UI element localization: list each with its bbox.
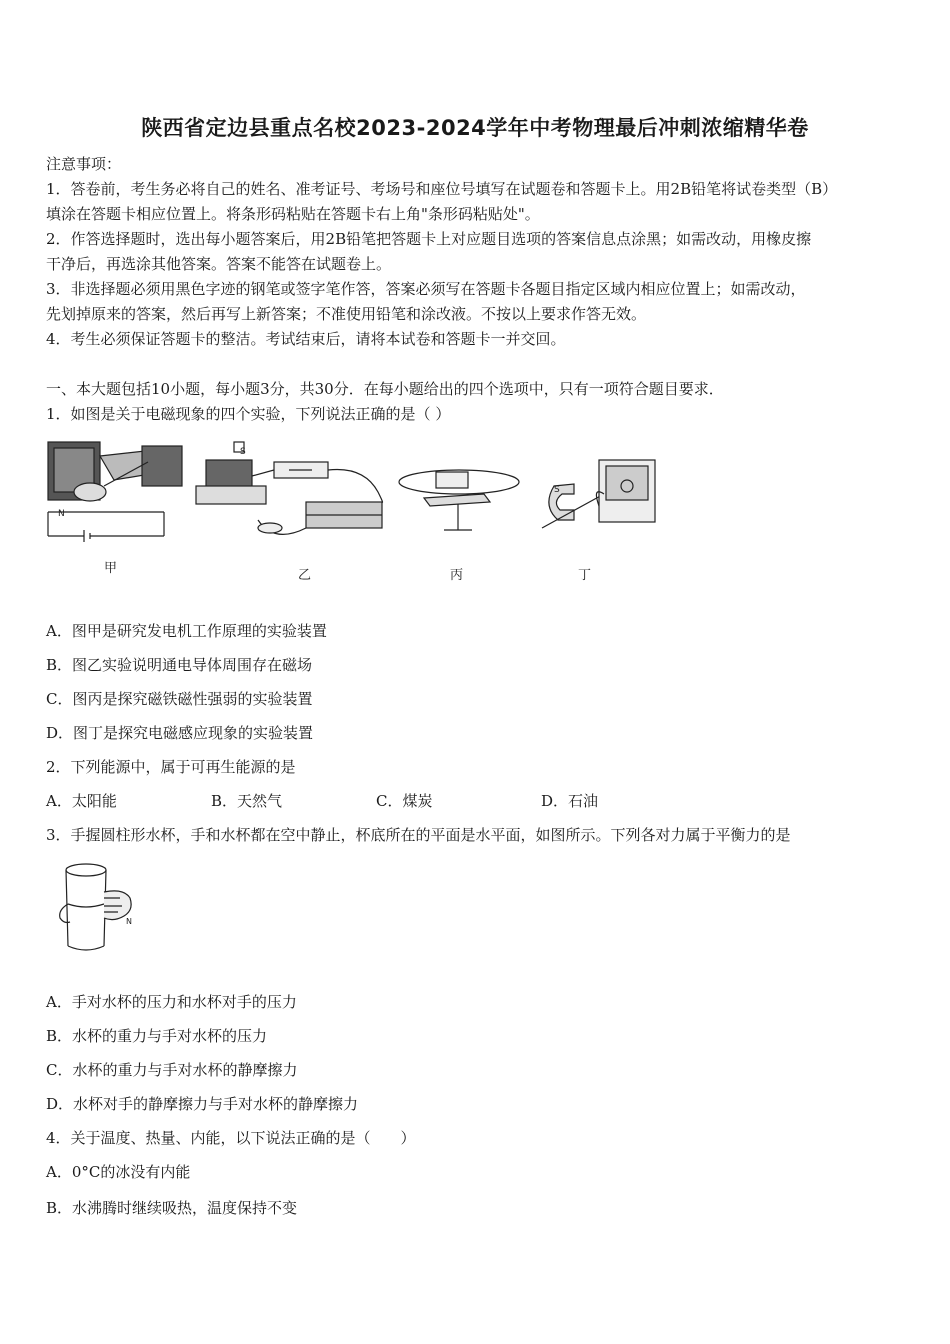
q3-option-a: A．手对水杯的压力和水杯对手的压力 xyxy=(46,993,297,1011)
q1-option-d: D．图丁是探究电磁感应现象的实验装置 xyxy=(46,724,314,742)
q3-option-d: D．水杯对手的静摩擦力与手对水杯的静摩擦力 xyxy=(46,1095,359,1113)
q3-figure-mark: N xyxy=(126,917,132,926)
q1-experiments-figure xyxy=(44,436,684,586)
figure-label-yi: 乙 xyxy=(298,568,312,583)
q1-option-b: B．图乙实验说明通电导体周围存在磁场 xyxy=(46,656,313,674)
section-heading: 一、本大题包括10小题，每小题3分，共30分．在每小题给出的四个选项中，只有一项符合题目要求． xyxy=(46,380,724,398)
notice-heading: 注意事项： xyxy=(46,155,122,173)
figure-yi xyxy=(196,442,383,534)
notice-line: 干净后，再选涂其他答案。答案不能答在试题卷上。 xyxy=(46,255,392,273)
q4-option-b: B．水沸腾时继续吸热，温度保持不变 xyxy=(46,1199,298,1217)
notice-line: 1．答卷前，考生务必将自己的姓名、准考证号、考场号和座位号填写在试题卷和答题卡上。用2B铅笔将试卷类型（B） xyxy=(46,180,838,198)
q2-option-c: C．煤炭 xyxy=(376,792,433,810)
q1-option-a: A．图甲是研究发电机工作原理的实验装置 xyxy=(46,622,327,640)
figure-label-jia: 甲 xyxy=(104,561,118,576)
q3-option-b: B．水杯的重力与手对水杯的压力 xyxy=(46,1027,268,1045)
q3-cup-figure xyxy=(54,858,144,958)
page-title: 陕西省定边县重点名校2023-2024学年中考物理最后冲刺浓缩精华卷 xyxy=(141,116,809,140)
question-2-stem: 2．下列能源中，属于可再生能源的是 xyxy=(46,758,296,776)
notice-line: 填涂在答题卡相应位置上。将条形码粘贴在答题卡右上角"条形码粘贴处"。 xyxy=(46,205,540,223)
figure-jia-mark: N xyxy=(58,509,65,519)
q2-option-d: D．石油 xyxy=(541,792,599,810)
figure-yi-mark: S xyxy=(240,447,246,457)
notice-line: 先划掉原来的答案，然后再写上新答案；不准使用铅笔和涂改液。不按以上要求作答无效。 xyxy=(46,305,647,323)
q2-option-b: B．天然气 xyxy=(211,792,283,810)
notice-line: 4．考生必须保证答题卡的整洁。考试结束后，请将本试卷和答题卡一并交回。 xyxy=(46,330,566,348)
figure-ding-mark: S xyxy=(554,485,560,495)
q2-options xyxy=(46,790,598,811)
figure-label-bing: 丙 xyxy=(450,568,464,583)
question-1-stem: 1．如图是关于电磁现象的四个实验，下列说法正确的是（ ） xyxy=(46,405,451,423)
q4-option-a: A．0°C的冰没有内能 xyxy=(46,1163,191,1181)
question-3-stem: 3．手握圆柱形水杯，手和水杯都在空中静止，杯底所在的平面是水平面，如图所示。下列各对力属于平衡力的是 xyxy=(46,826,791,844)
notice-line: 2．作答选择题时，选出每小题答案后，用2B铅笔把答题卡上对应题目选项的答案信息点涂黑；如需改动，用橡皮擦 xyxy=(46,230,812,248)
figure-label-ding: 丁 xyxy=(578,568,592,583)
q2-option-a: A．太阳能 xyxy=(46,792,117,810)
q1-option-c: C．图丙是探究磁铁磁性强弱的实验装置 xyxy=(46,690,313,708)
figure-jia xyxy=(48,442,182,542)
q3-option-c: C．水杯的重力与手对水杯的静摩擦力 xyxy=(46,1061,298,1079)
figure-bing xyxy=(399,470,519,530)
question-4-stem: 4．关于温度、热量、内能，以下说法正确的是（ ） xyxy=(46,1129,416,1147)
notice-line: 3．非选择题必须用黑色字迹的钢笔或签字笔作答，答案必须写在答题卡各题目指定区域内相应位置上；如需改动， xyxy=(46,280,806,298)
